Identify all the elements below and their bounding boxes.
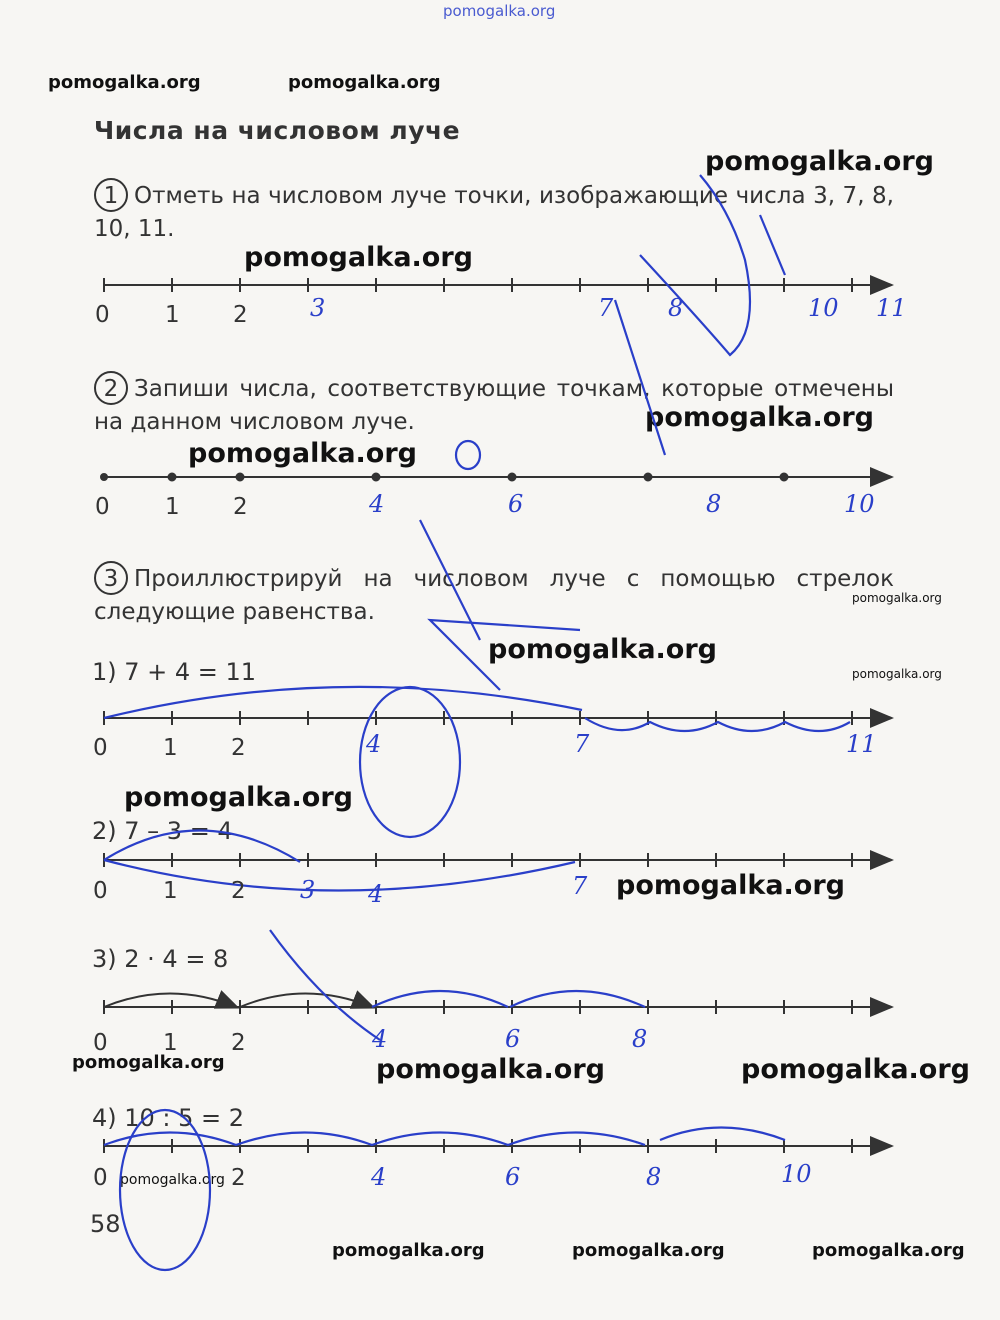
handwritten-number: 7 — [572, 872, 588, 900]
watermark: pomogalka.org — [120, 1172, 225, 1188]
ray-point-dot — [781, 474, 788, 481]
handwritten-number: 8 — [646, 1163, 662, 1191]
handwritten-number: 3 — [300, 876, 316, 904]
ray-point-dot — [645, 474, 652, 481]
equation-2: 2) 7 – 3 = 4 — [92, 817, 233, 845]
handwritten-number: 7 — [598, 294, 614, 322]
task-text: Запиши числа, соответствующие точкам, которые отмечены на данном числовом луче. — [94, 376, 894, 435]
tick-label-1: 1 — [165, 302, 180, 328]
handwritten-marks — [104, 175, 850, 1270]
tick-label-2: 2 — [231, 1165, 246, 1191]
watermark: pomogalka.org — [852, 667, 942, 681]
watermark: pomogalka.org — [616, 870, 845, 901]
watermark: pomogalka.org — [488, 634, 717, 665]
handwritten-number: 6 — [508, 490, 524, 518]
watermark: pomogalka.org — [244, 242, 473, 273]
handwritten-number: 4 — [369, 490, 385, 518]
watermark: pomogalka.org — [376, 1054, 605, 1085]
tick-label-1: 1 — [165, 494, 180, 520]
tick-label-0: 0 — [93, 878, 108, 904]
handwritten-number: 7 — [574, 730, 590, 758]
watermark: pomogalka.org — [332, 1240, 485, 1261]
task-text: Проиллюстрируй на числовом луче с помощью стрелок следующие равенства. — [94, 566, 894, 625]
task-text: Отметь на числовом луче точки, изображающие числа 3, 7, 8, 10, 11. — [94, 183, 894, 242]
watermark-top: pomogalka.org — [443, 2, 556, 20]
equation-4: 4) 10 : 5 = 2 — [92, 1104, 245, 1132]
tick-label-2: 2 — [231, 735, 246, 761]
equation-1: 1) 7 + 4 = 11 — [92, 658, 257, 686]
tick-label-1: 1 — [163, 735, 178, 761]
handwritten-number: 4 — [368, 880, 384, 908]
handwritten-number: 6 — [505, 1025, 521, 1053]
ray-origin-dot — [101, 474, 107, 480]
tick-label-0: 0 — [93, 1030, 108, 1056]
ray-point-dot — [169, 474, 176, 481]
ray-point-dot — [373, 474, 380, 481]
handwritten-number: 4 — [371, 1163, 387, 1191]
handwritten-number: 8 — [668, 294, 684, 322]
ray-point-dot — [237, 474, 244, 481]
watermark: pomogalka.org — [188, 438, 417, 469]
watermark: pomogalka.org — [812, 1240, 965, 1261]
equation-3: 3) 2 · 4 = 8 — [92, 945, 229, 973]
tick-label-0: 0 — [93, 1165, 108, 1191]
task-number: 3 — [94, 561, 128, 595]
handwritten-number: 11 — [846, 730, 877, 758]
tick-label-2: 2 — [233, 302, 248, 328]
handwritten-number: 8 — [706, 490, 722, 518]
tick-label-2: 2 — [233, 494, 248, 520]
handwritten-number: 10 — [781, 1160, 812, 1188]
page-title: Числа на числовом луче — [94, 116, 461, 145]
task-number: 2 — [94, 371, 128, 405]
ray-point-dot — [509, 474, 516, 481]
tick-label-0: 0 — [95, 494, 110, 520]
tick-label-2: 2 — [231, 878, 246, 904]
handwritten-number: 4 — [366, 730, 382, 758]
watermark: pomogalka.org — [288, 72, 441, 93]
tick-label-1: 1 — [163, 878, 178, 904]
handwritten-number: 4 — [372, 1025, 388, 1053]
watermark: pomogalka.org — [741, 1054, 970, 1085]
watermark: pomogalka.org — [572, 1240, 725, 1261]
tick-label-2: 2 — [231, 1030, 246, 1056]
watermark: pomogalka.org — [124, 782, 353, 813]
watermark: pomogalka.org — [48, 72, 201, 93]
tick-label-0: 0 — [93, 735, 108, 761]
tick-label-0: 0 — [95, 302, 110, 328]
handwritten-number: 8 — [632, 1025, 648, 1053]
handwritten-number: 6 — [505, 1163, 521, 1191]
watermark: pomogalka.org — [705, 146, 934, 177]
handwritten-number: 10 — [844, 490, 875, 518]
watermark: pomogalka.org — [645, 402, 874, 433]
page-number: 58 — [90, 1210, 121, 1238]
handwritten-number: 10 — [808, 294, 839, 322]
handwritten-number: 3 — [310, 294, 326, 322]
handwritten-number: 11 — [876, 294, 907, 322]
watermark: pomogalka.org — [72, 1052, 225, 1073]
watermark: pomogalka.org — [852, 591, 942, 605]
task-number: 1 — [94, 178, 128, 212]
tick-label-1: 1 — [163, 1030, 178, 1056]
